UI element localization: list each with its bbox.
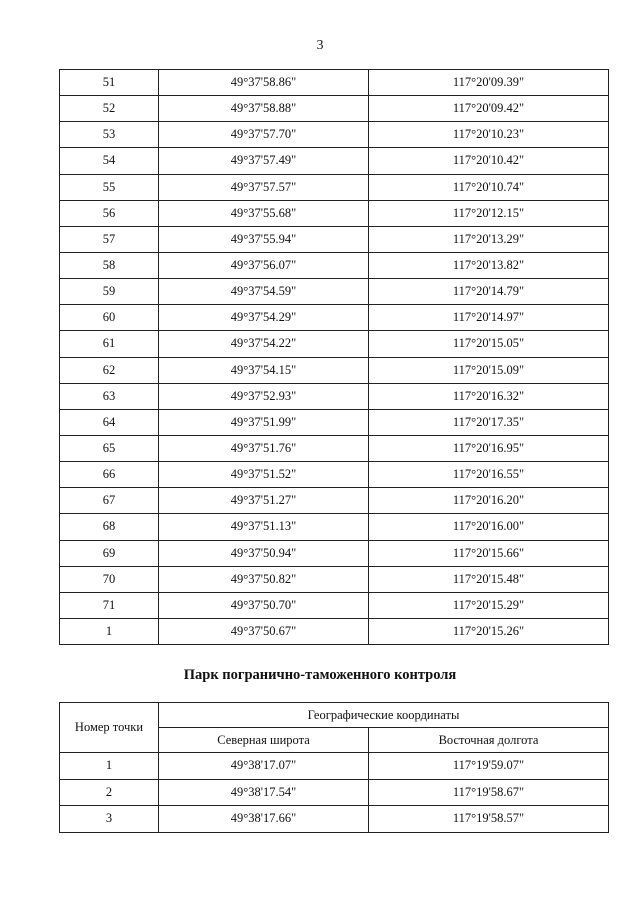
point-number-cell: 70	[60, 566, 159, 592]
latitude-cell: 49°37'51.13"	[159, 514, 369, 540]
longitude-cell: 117°20'09.39"	[369, 70, 609, 96]
point-number-cell: 71	[60, 592, 159, 618]
point-number-cell: 55	[60, 174, 159, 200]
longitude-cell: 117°20'15.26"	[369, 618, 609, 644]
latitude-cell: 49°37'57.49"	[159, 148, 369, 174]
point-number-cell: 3	[60, 806, 159, 833]
latitude-cell: 49°37'51.76"	[159, 435, 369, 461]
longitude-cell: 117°20'13.82"	[369, 252, 609, 278]
longitude-cell: 117°20'15.66"	[369, 540, 609, 566]
longitude-cell: 117°19'58.67"	[369, 779, 609, 806]
longitude-cell: 117°20'13.29"	[369, 226, 609, 252]
longitude-cell: 117°20'16.95"	[369, 435, 609, 461]
point-number-cell: 67	[60, 488, 159, 514]
latitude-cell: 49°37'51.27"	[159, 488, 369, 514]
longitude-cell: 117°20'14.97"	[369, 305, 609, 331]
point-number-cell: 1	[60, 753, 159, 780]
section-title: Парк пограничнo-таможенного контроля	[183, 667, 457, 683]
longitude-cell: 117°20'15.29"	[369, 592, 609, 618]
table-row	[60, 174, 609, 200]
latitude-cell: 49°37'55.68"	[159, 200, 369, 226]
latitude-cell: 49°37'57.70"	[159, 122, 369, 148]
point-number-cell: 52	[60, 96, 159, 122]
longitude-cell: 117°20'16.32"	[369, 383, 609, 409]
table-row	[60, 462, 609, 488]
table-row	[60, 122, 609, 148]
longitude-cell: 117°20'10.23"	[369, 122, 609, 148]
coordinates-table-body	[60, 70, 609, 645]
table-row	[60, 540, 609, 566]
point-number-cell: 1	[60, 618, 159, 644]
header-east-longitude: Восточная долгота	[369, 728, 609, 753]
table-row	[60, 331, 609, 357]
latitude-cell: 49°37'55.94"	[159, 226, 369, 252]
longitude-cell: 117°19'59.07"	[369, 753, 609, 780]
latitude-cell: 49°37'50.70"	[159, 592, 369, 618]
latitude-cell: 49°37'50.67"	[159, 618, 369, 644]
table-row	[60, 279, 609, 305]
longitude-cell: 117°20'16.20"	[369, 488, 609, 514]
point-number-cell: 59	[60, 279, 159, 305]
latitude-cell: 49°37'51.99"	[159, 409, 369, 435]
table-row	[60, 435, 609, 461]
table-row	[60, 753, 609, 780]
table-row	[60, 252, 609, 278]
point-number-cell: 2	[60, 779, 159, 806]
latitude-cell: 49°38'17.66"	[159, 806, 369, 833]
point-number-cell: 54	[60, 148, 159, 174]
header-geo-coordinates: Географические координаты	[159, 703, 609, 728]
border-control-park-coordinates-table	[59, 702, 609, 833]
table-row	[60, 618, 609, 644]
longitude-cell: 117°20'14.79"	[369, 279, 609, 305]
table-row	[60, 514, 609, 540]
latitude-cell: 49°37'54.22"	[159, 331, 369, 357]
table-row	[60, 592, 609, 618]
longitude-cell: 117°20'16.55"	[369, 462, 609, 488]
point-number-cell: 62	[60, 357, 159, 383]
latitude-cell: 49°37'50.82"	[159, 566, 369, 592]
table-row	[60, 305, 609, 331]
border-table-body	[60, 753, 609, 833]
point-number-cell: 60	[60, 305, 159, 331]
point-number-cell: 58	[60, 252, 159, 278]
point-number-cell: 65	[60, 435, 159, 461]
longitude-cell: 117°20'10.74"	[369, 174, 609, 200]
table-row	[60, 70, 609, 96]
point-number-cell: 53	[60, 122, 159, 148]
table-row	[60, 96, 609, 122]
latitude-cell: 49°37'51.52"	[159, 462, 369, 488]
point-number-cell: 56	[60, 200, 159, 226]
table-row	[60, 779, 609, 806]
table-row	[60, 409, 609, 435]
longitude-cell: 117°20'15.48"	[369, 566, 609, 592]
table-row	[60, 357, 609, 383]
latitude-cell: 49°37'52.93"	[159, 383, 369, 409]
table-row	[60, 200, 609, 226]
coordinates-table-continued	[59, 69, 609, 645]
point-number-cell: 69	[60, 540, 159, 566]
longitude-cell: 117°20'16.00"	[369, 514, 609, 540]
point-number-cell: 64	[60, 409, 159, 435]
latitude-cell: 49°38'17.54"	[159, 779, 369, 806]
header-point-number: Номер точки	[60, 703, 159, 753]
longitude-cell: 117°20'15.09"	[369, 357, 609, 383]
header-north-latitude: Северная широта	[159, 728, 369, 753]
latitude-cell: 49°37'54.15"	[159, 357, 369, 383]
latitude-cell: 49°37'54.59"	[159, 279, 369, 305]
longitude-cell: 117°19'58.57"	[369, 806, 609, 833]
table-row	[60, 226, 609, 252]
point-number-cell: 68	[60, 514, 159, 540]
point-number-cell: 66	[60, 462, 159, 488]
point-number-cell: 61	[60, 331, 159, 357]
page-number: 3	[316, 38, 324, 53]
latitude-cell: 49°37'57.57"	[159, 174, 369, 200]
point-number-cell: 63	[60, 383, 159, 409]
latitude-cell: 49°37'54.29"	[159, 305, 369, 331]
table-row	[60, 383, 609, 409]
latitude-cell: 49°37'58.86"	[159, 70, 369, 96]
table-row	[60, 566, 609, 592]
longitude-cell: 117°20'09.42"	[369, 96, 609, 122]
longitude-cell: 117°20'10.42"	[369, 148, 609, 174]
latitude-cell: 49°38'17.07"	[159, 753, 369, 780]
longitude-cell: 117°20'17.35"	[369, 409, 609, 435]
longitude-cell: 117°20'15.05"	[369, 331, 609, 357]
point-number-cell: 57	[60, 226, 159, 252]
table-row	[60, 148, 609, 174]
point-number-cell: 51	[60, 70, 159, 96]
table-header	[60, 703, 609, 753]
latitude-cell: 49°37'56.07"	[159, 252, 369, 278]
longitude-cell: 117°20'12.15"	[369, 200, 609, 226]
table-row	[60, 488, 609, 514]
latitude-cell: 49°37'58.88"	[159, 96, 369, 122]
latitude-cell: 49°37'50.94"	[159, 540, 369, 566]
table-row	[60, 806, 609, 833]
